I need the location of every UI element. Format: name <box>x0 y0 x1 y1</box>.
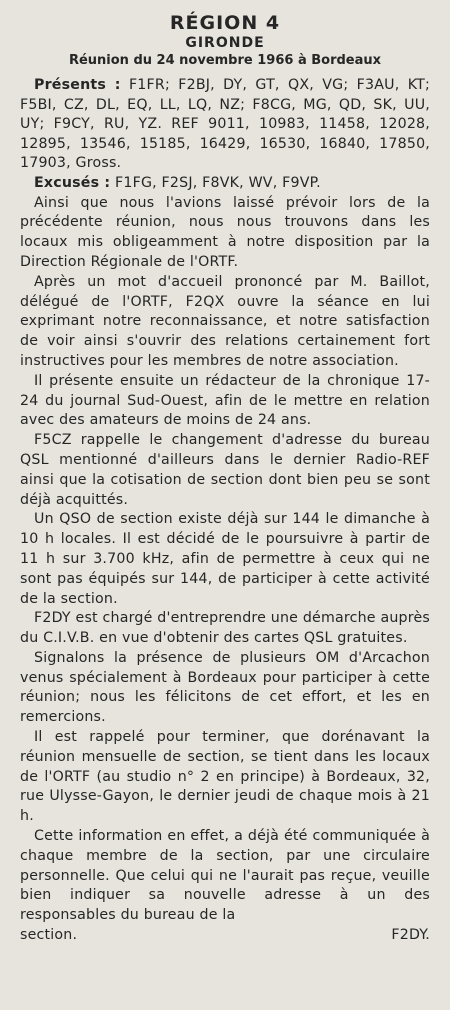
meeting-heading: Réunion du 24 novembre 1966 à Bordeaux <box>68 53 382 68</box>
region-title: RÉGION 4 <box>169 12 281 34</box>
paragraph-9-end: section. <box>20 927 78 944</box>
paragraph-6: F2DY est chargé d'entreprendre une démarche auprès du C.I.V.B. en vue d'obtenir des cartes QSL gratuites. <box>20 610 430 647</box>
present-paragraph <box>20 76 430 174</box>
paragraph-3: Il présente ensuite un rédacteur de la chronique 17-24 du journal Sud-Ouest, afin de le mettre en relation avec des amateurs de moins de 24 ans. <box>20 372 430 429</box>
report-body <box>20 76 430 946</box>
paragraph-1: Ainsi que nous l'avions laissé prévoir lors de la précédente réunion, nous nous trouvons dans les locaux mis obligeamment à notre disposition par la Direction Régionale de l'ORTF. <box>20 194 430 270</box>
paragraph-4: F5CZ rappelle le changement d'adresse du bureau QSL mentionné d'ailleurs dans le dernier Radio-REF ainsi que la cotisation de section dont bien peu se sont déjà acquittés. <box>20 432 430 508</box>
paragraph-8: Il est rappelé pour terminer, que dorénavant la réunion mensuelle de section, se tient dans les locaux de l'ORTF (au studio n° 2 en principe) à Bordeaux, 32, rue Ulysse-Gayon, le dernier jeudi de chaque mois à 21 h. <box>20 729 430 825</box>
excused-label: Excusés : <box>34 174 111 191</box>
paragraph-9: Cette information en effet, a déjà été communiquée à chaque membre de la section, par une circulaire personnelle. Que celui qui ne l'aurait pas reçue, veuille bien indiquer sa nouvelle adresse à un des responsables du bureau de la <box>20 828 430 924</box>
excused-list: F1FG, F2SJ, F8VK, WV, F9VP. <box>115 174 321 191</box>
signature: F2DY. <box>391 927 430 944</box>
paragraph-2: Après un mot d'accueil prononcé par M. Baillot, délégué de l'ORTF, F2QX ouvre la séance en lui exprimant notre reconnaissance, et notre satisfaction de voir ainsi s'ouvrir des relations certainement fort instructives pour les membres de notre association. <box>20 273 430 369</box>
excused-paragraph <box>20 174 430 194</box>
present-list: F1FR; F2BJ, DY, GT, QX, VG; F3AU, KT; F5BI, CZ, DL, EQ, LL, LQ, NZ; F8CG, MG, QD, SK, UU, UY; F9CY, RU, YZ. REF 9011, 10983, 11458, 12028, 12895, 13546, 15185, 16429, 16530, 16840, 17850, 17903, Gross. <box>20 77 430 172</box>
paragraph-7: Signalons la présence de plusieurs OM d'Arcachon venus spécialement à Bordeaux pour participer à cette réunion; nous les félicitons de cet effort, et les en remercions. <box>20 649 430 726</box>
department-title: GIRONDE <box>185 35 265 51</box>
closing-line <box>20 926 430 946</box>
present-label: Présents : <box>34 77 121 93</box>
paragraph-5: Un QSO de section existe déjà sur 144 le dimanche à 10 h locales. Il est décidé de le poursuivre à partir de 11 h sur 3.700 kHz, afin de permettre à ceux qui ne sont pas équipés sur 144, de participer à cette activité de la section. <box>20 511 430 607</box>
